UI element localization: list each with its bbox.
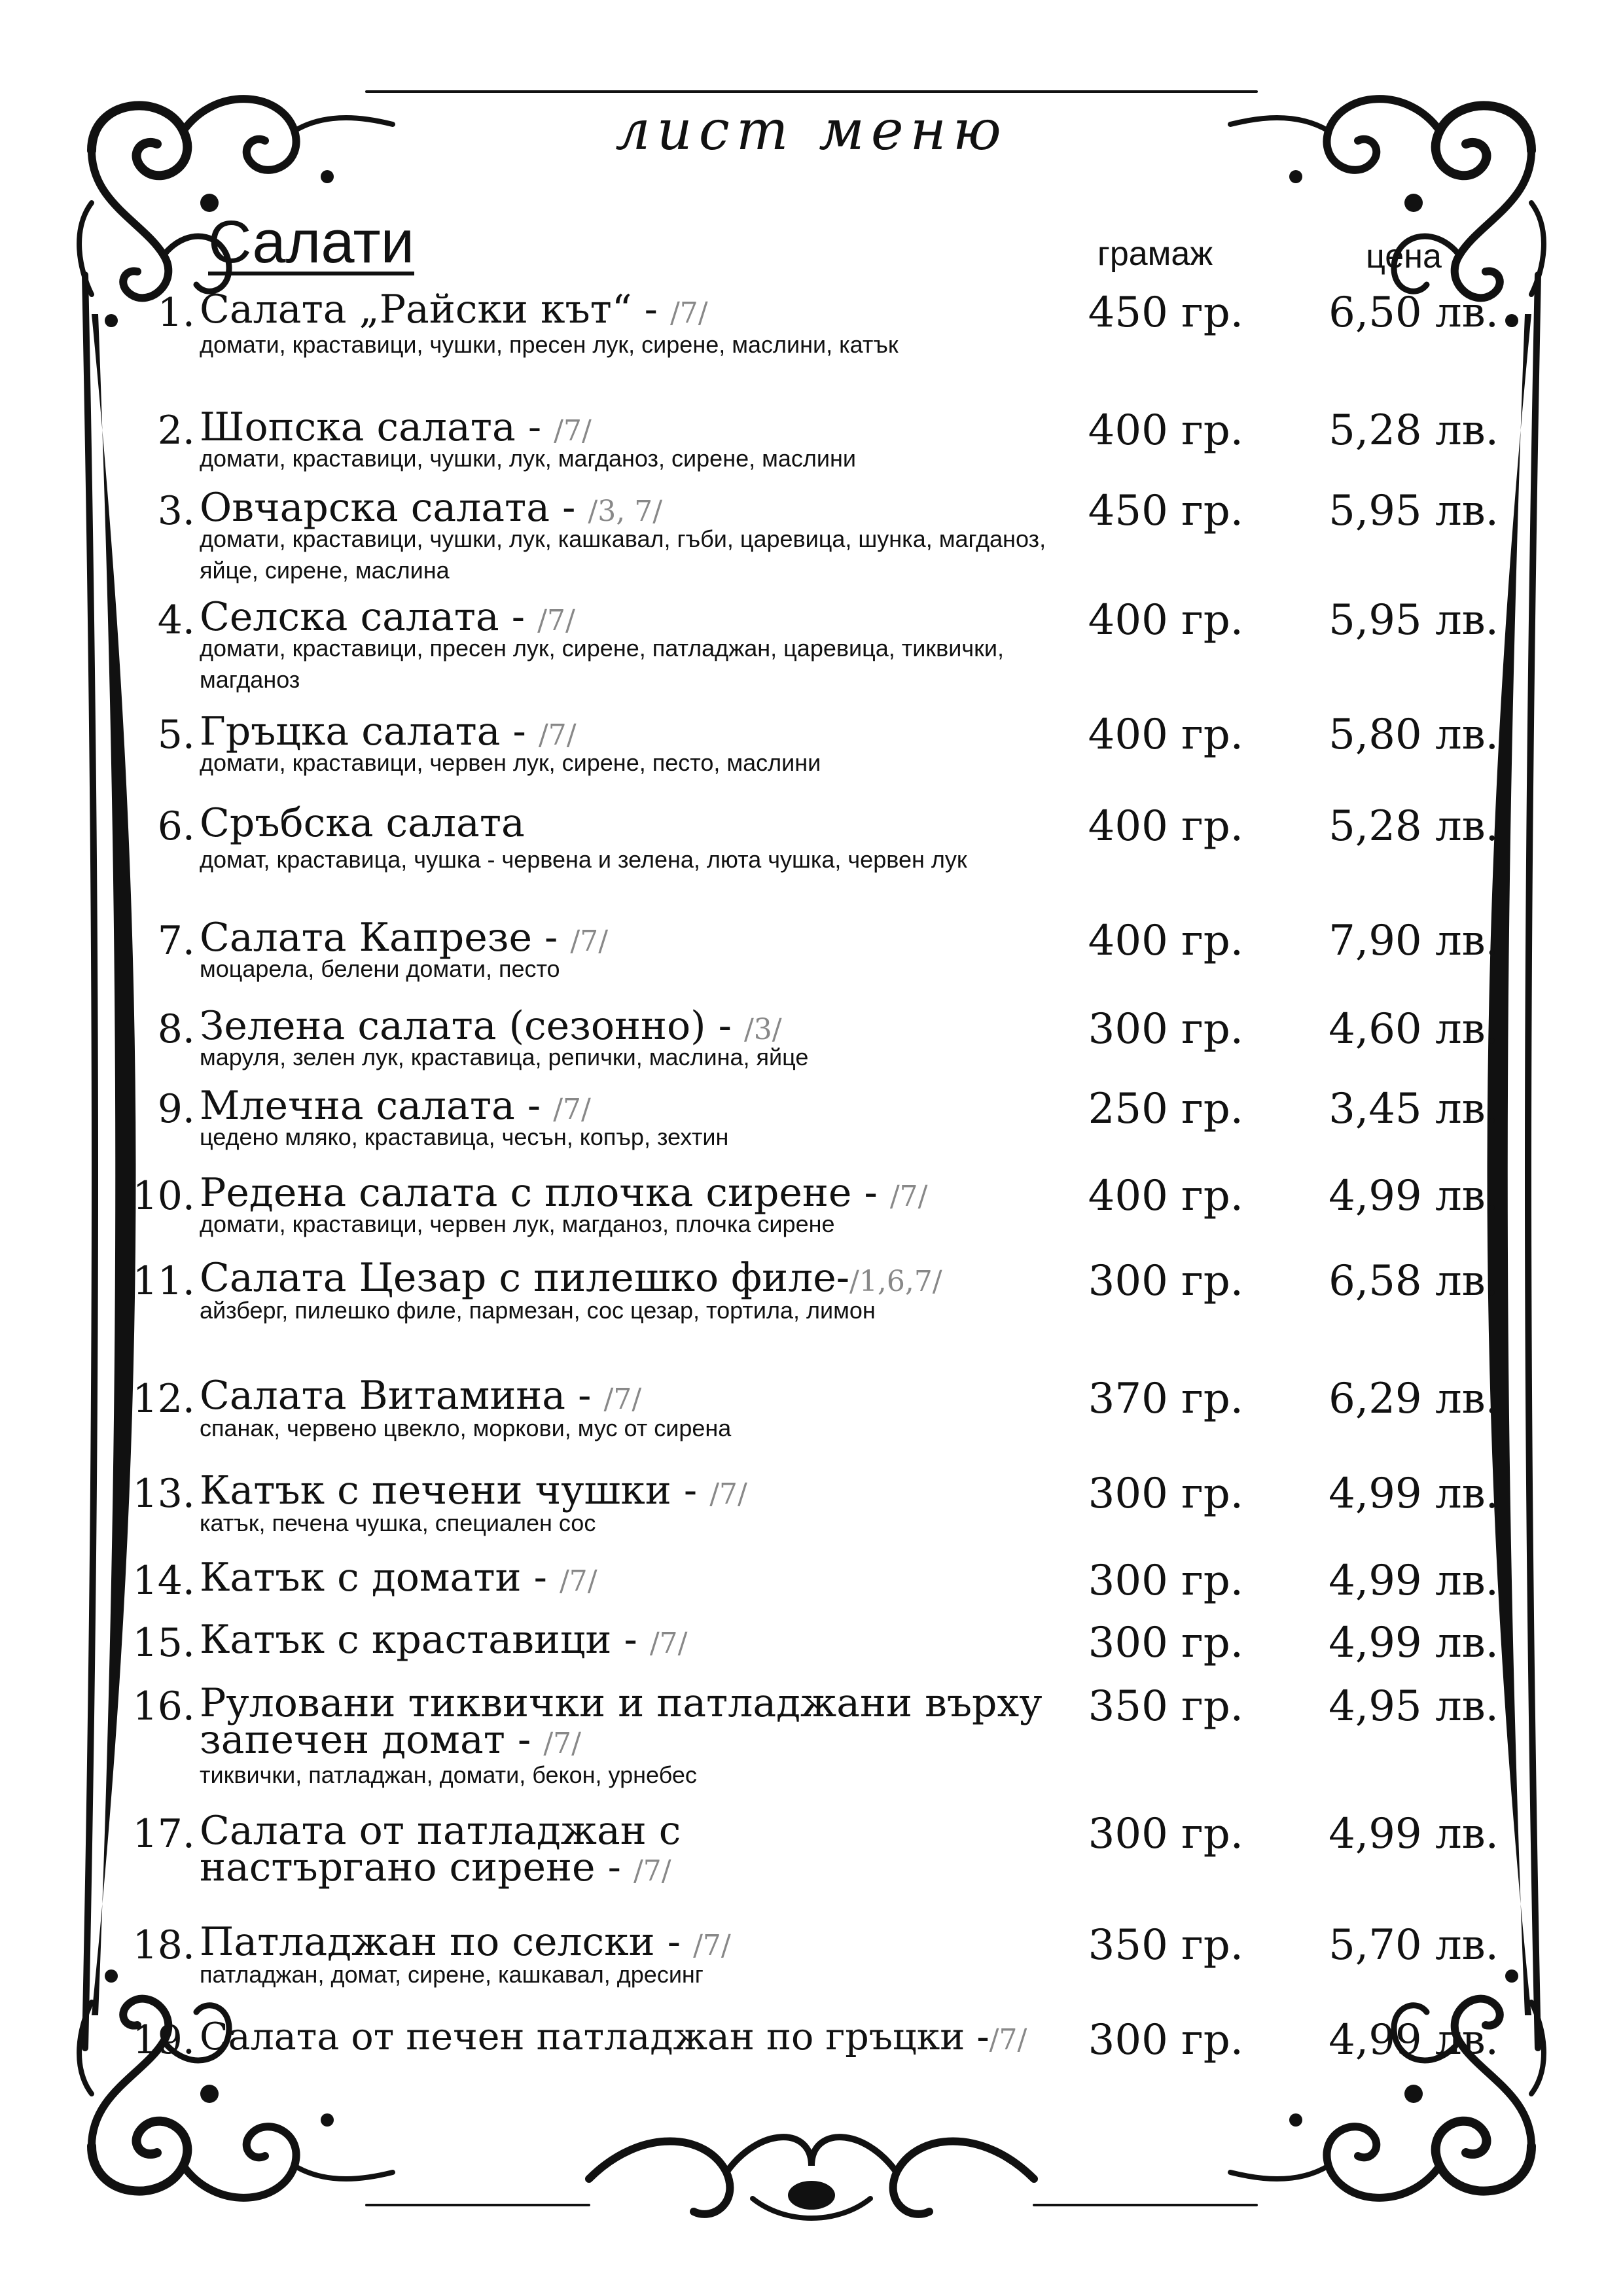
item-price: 4,99 лв. <box>1329 2016 1499 2064</box>
item-name: Салата Витамина - /7/ <box>200 1373 642 1419</box>
item-description: моцарела, белени домати, песто <box>200 955 560 982</box>
item-number: 9. <box>157 1086 195 1132</box>
item-name: Млечна салата - /7/ <box>200 1083 591 1129</box>
item-allergens: /7/ <box>633 1854 671 1888</box>
item-allergens: /7/ <box>554 414 592 448</box>
item-price: 3,45 лв. <box>1329 1085 1499 1133</box>
item-allergens: /7/ <box>537 604 575 637</box>
item-description: патладжан, домат, сирене, кашкавал, дресинг <box>200 1961 704 1988</box>
item-description: домати, краставици, пресен лук, сирене, патладжан, царевица, тиквички, магданоз <box>200 635 1004 693</box>
item-grams: 400 гр. <box>1088 596 1243 645</box>
item-number: 11. <box>132 1258 195 1304</box>
item-grams: 400 гр. <box>1088 711 1243 759</box>
item-price: 7,90 лв. <box>1329 917 1499 965</box>
item-allergens: /7/ <box>693 1929 731 1962</box>
item-price: 6,58 лв. <box>1329 1257 1499 1305</box>
item-number: 3. <box>157 488 195 534</box>
item-description: маруля, зелен лук, краставица, репички, маслина, яйце <box>200 1044 809 1070</box>
column-header-grams: грамаж <box>1097 235 1213 273</box>
item-allergens: /3, 7/ <box>588 495 663 528</box>
item-grams: 400 гр. <box>1088 1172 1243 1220</box>
item-number: 5. <box>157 712 195 758</box>
item-grams: 300 гр. <box>1088 1257 1243 1305</box>
item-allergens: /3/ <box>743 1013 782 1046</box>
item-description: спанак, червено цвекло, моркови, мус от сирена <box>200 1415 732 1441</box>
item-description: цедено мляко, краставица, чесън, копър, зехтин <box>200 1123 729 1150</box>
item-price: 4,99 лв. <box>1329 1470 1499 1518</box>
item-name: Овчарска салата - /3, 7/ <box>200 485 663 531</box>
item-number: 2. <box>157 408 195 453</box>
item-number: 8. <box>157 1006 195 1052</box>
item-name: Салата от печен патладжан по гръцки -/7/ <box>200 2015 1027 2058</box>
item-description: домати, краставици, чушки, пресен лук, сирене, маслини, катък <box>200 331 899 358</box>
item-number: 17. <box>132 1811 195 1857</box>
item-allergens: /7/ <box>559 1564 597 1598</box>
item-price: 6,50 лв. <box>1329 289 1499 337</box>
item-allergens: /7/ <box>603 1383 642 1416</box>
item-grams: 300 гр. <box>1088 1557 1243 1605</box>
item-price: 5,95 лв. <box>1329 596 1499 645</box>
item-grams: 300 гр. <box>1088 1470 1243 1518</box>
item-description: домати, краставици, червен лук, сирене, песто, маслини <box>200 749 821 776</box>
item-number: 7. <box>157 918 195 964</box>
item-price: 4,60 лв. <box>1329 1005 1499 1053</box>
item-name: Патладжан по селски - /7/ <box>200 1919 731 1965</box>
item-grams: 300 гр. <box>1088 1619 1243 1667</box>
item-number: 16. <box>132 1684 195 1729</box>
item-grams: 300 гр. <box>1088 1005 1243 1053</box>
item-description: домати, краставици, червен лук, магданоз, плочка сирене <box>200 1210 835 1237</box>
item-allergens: /7/ <box>989 2023 1027 2057</box>
item-name: Сръбска салата <box>200 800 525 846</box>
item-name: Зелена салата (сезонно) - /3/ <box>200 1003 782 1049</box>
item-allergens: /7/ <box>709 1477 747 1511</box>
item-price: 5,28 лв. <box>1329 406 1499 455</box>
item-price: 4,99 лв. <box>1329 1557 1499 1605</box>
item-price: 5,80 лв. <box>1329 711 1499 759</box>
item-description: тиквички, патладжан, домати, бекон, урнебес <box>200 1761 697 1788</box>
menu-title: лист меню <box>615 98 1008 162</box>
item-description: айзберг, пилешко филе, пармезан, сос цезар, тортила, лимон <box>200 1297 876 1324</box>
item-price: 4,95 лв. <box>1329 1682 1499 1731</box>
item-grams: 300 гр. <box>1088 1810 1243 1858</box>
item-allergens: /7/ <box>543 1727 582 1760</box>
item-grams: 250 гр. <box>1088 1085 1243 1133</box>
item-description: домат, краставица, чушка - червена и зелена, люта чушка, червен лук <box>200 846 967 873</box>
item-number: 10. <box>132 1173 195 1219</box>
item-name: Шопска салата - /7/ <box>200 404 592 450</box>
item-name: Катък с домати - /7/ <box>200 1555 597 1600</box>
item-description: домати, краставици, чушки, лук, кашкавал, гъби, царевица, шунка, магданоз, яйце, сирене, маслина <box>200 525 1046 584</box>
item-name: Салата Капрезе - /7/ <box>200 915 609 961</box>
item-grams: 450 гр. <box>1088 289 1243 337</box>
item-name: Катък с краставици - /7/ <box>200 1617 688 1663</box>
item-price: 4,99 лв. <box>1329 1810 1499 1858</box>
item-allergens: /7/ <box>649 1627 688 1660</box>
column-header-price: цена <box>1366 238 1442 275</box>
item-number: 15. <box>132 1620 195 1666</box>
item-allergens: /7/ <box>669 296 708 330</box>
item-allergens: /1,6,7/ <box>849 1265 942 1298</box>
item-grams: 300 гр. <box>1088 2016 1243 2064</box>
item-name: Катък с печени чушки - /7/ <box>200 1468 747 1513</box>
item-number: 12. <box>132 1376 195 1422</box>
item-grams: 400 гр. <box>1088 917 1243 965</box>
item-name: Салата „Райски кът“ - /7/ <box>200 287 708 332</box>
item-price: 4,99 лв. <box>1329 1172 1499 1220</box>
item-price: 5,28 лв. <box>1329 802 1499 851</box>
item-grams: 350 гр. <box>1088 1921 1243 1969</box>
item-name: Селска салата - /7/ <box>200 594 575 640</box>
item-allergens: /7/ <box>889 1180 928 1213</box>
item-price: 4,99 лв. <box>1329 1619 1499 1667</box>
item-description: катък, печена чушка, специален сос <box>200 1510 596 1536</box>
item-price: 6,29 лв. <box>1329 1375 1499 1423</box>
item-number: 13. <box>132 1471 195 1517</box>
item-price: 5,95 лв. <box>1329 487 1499 535</box>
item-name: Руловани тиквички и патладжани върху запечен домат - /7/ <box>200 1680 1043 1763</box>
item-allergens: /7/ <box>538 718 577 752</box>
item-grams: 450 гр. <box>1088 487 1243 535</box>
item-number: 1. <box>157 290 195 336</box>
item-name: Салата Цезар с пилешко филе-/1,6,7/ <box>200 1255 942 1301</box>
item-name: Салата от патладжан с настъргано сирене - /7/ <box>200 1808 681 1890</box>
item-grams: 400 гр. <box>1088 802 1243 851</box>
item-number: 18. <box>132 1922 195 1968</box>
item-allergens: /7/ <box>553 1093 591 1126</box>
item-price: 5,70 лв. <box>1329 1921 1499 1969</box>
section-title: Салати <box>208 209 414 275</box>
item-number: 14. <box>132 1558 195 1604</box>
item-number: 6. <box>157 804 195 849</box>
item-description: домати, краставици, чушки, лук, магданоз, сирене, маслини <box>200 445 856 472</box>
item-grams: 350 гр. <box>1088 1682 1243 1731</box>
item-grams: 400 гр. <box>1088 406 1243 455</box>
item-name: Редена салата с плочка сирене - /7/ <box>200 1170 928 1216</box>
item-name: Гръцка салата - /7/ <box>200 709 577 754</box>
item-number: 4. <box>157 597 195 643</box>
item-number: 19. <box>132 2017 195 2063</box>
item-grams: 370 гр. <box>1088 1375 1243 1423</box>
item-allergens: /7/ <box>570 925 609 958</box>
